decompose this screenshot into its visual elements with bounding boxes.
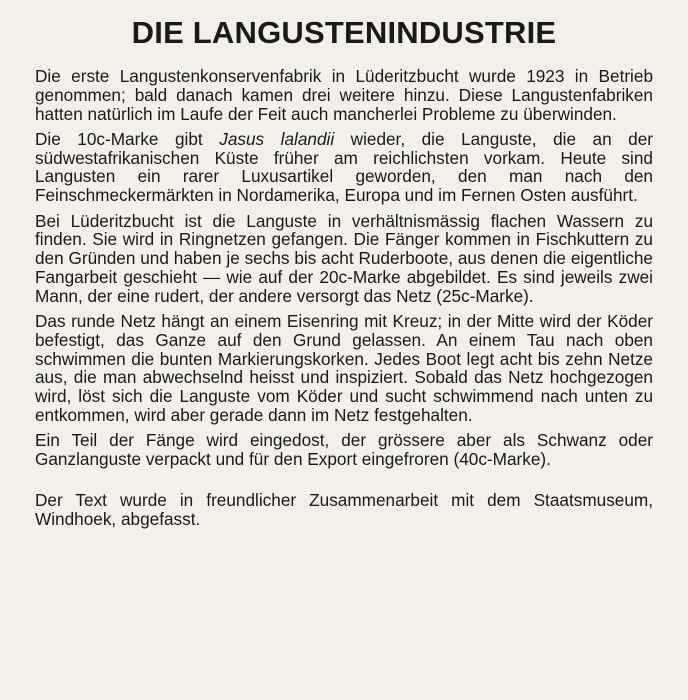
- species-name: Jasus lalandii: [219, 128, 335, 149]
- paragraph-processing: Ein Teil der Fänge wird eingedost, der grössere aber als Schwanz oder Ganzlanguste verpackt und für den Export eingefroren (40c-Marke).: [35, 430, 653, 470]
- paragraph-fishing-method: Bei Lüderitzbucht ist die Languste in verhältnismässig flachen Wassern zu finden. Sie wird in Ringnetzen gefangen. Die Fänger kommen in Fischkuttern zu den Gründen und haben je sechs bis acht Ruderboote, aus denen die eigentliche Fangarbeit geschieht — wie auf der 20c-Marke abgebildet. Es sind jeweils zwei Mann, der eine rudert, der andere versorgt das Netz (25c-Marke).: [35, 210, 653, 306]
- paragraph-factory-history: Die erste Langustenkonservenfabrik in Lüderitzbucht wurde 1923 in Betrieb genommen; bald danach kamen drei weitere hinzu. Diese Langustenfabriken hatten natürlich im Laufe der Feit auch mancherlei Probleme zu überwinden.: [35, 66, 653, 124]
- paragraph-10c-stamp-rest: wieder, die Languste, die an der südwestafrikanischen Küste früher am reichlichsten vorkam. Heute sind Langusten ein rarer Luxusartikel geworden, den man nach den Feinschmeckermärkten in Nordamerika, Europa und im Fernen Osten ausführt.: [35, 128, 653, 206]
- paragraph-net-description: Das runde Netz hängt an einem Eisenring mit Kreuz; in der Mitte wird der Köder befestigt, das Ganze auf den Grund gelassen. An einem Tau nach oben schwimmen die bunten Markierungskorken. Jedes Boot legt acht bis zehn Netze aus, die man abwechselnd heisst und inspiziert. Sobald das Netz hochgezogen wird, löst sich die Languste vom Köder und sucht schwimmend nach unten zu entkommen, wird aber gerade dann im Netz festgehalten.: [35, 311, 653, 426]
- document-title: DIE LANGUSTENINDUSTRIE: [131, 15, 557, 50]
- document-body: [35, 67, 653, 535]
- paragraph-10c-stamp: [35, 130, 653, 205]
- paragraph-10c-stamp-intro: Die 10c-Marke gibt: [35, 128, 220, 149]
- credit-note: Der Text wurde in freundlicher Zusammenarbeit mit dem Staatsmuseum, Windhoek, abgefasst.: [35, 489, 653, 529]
